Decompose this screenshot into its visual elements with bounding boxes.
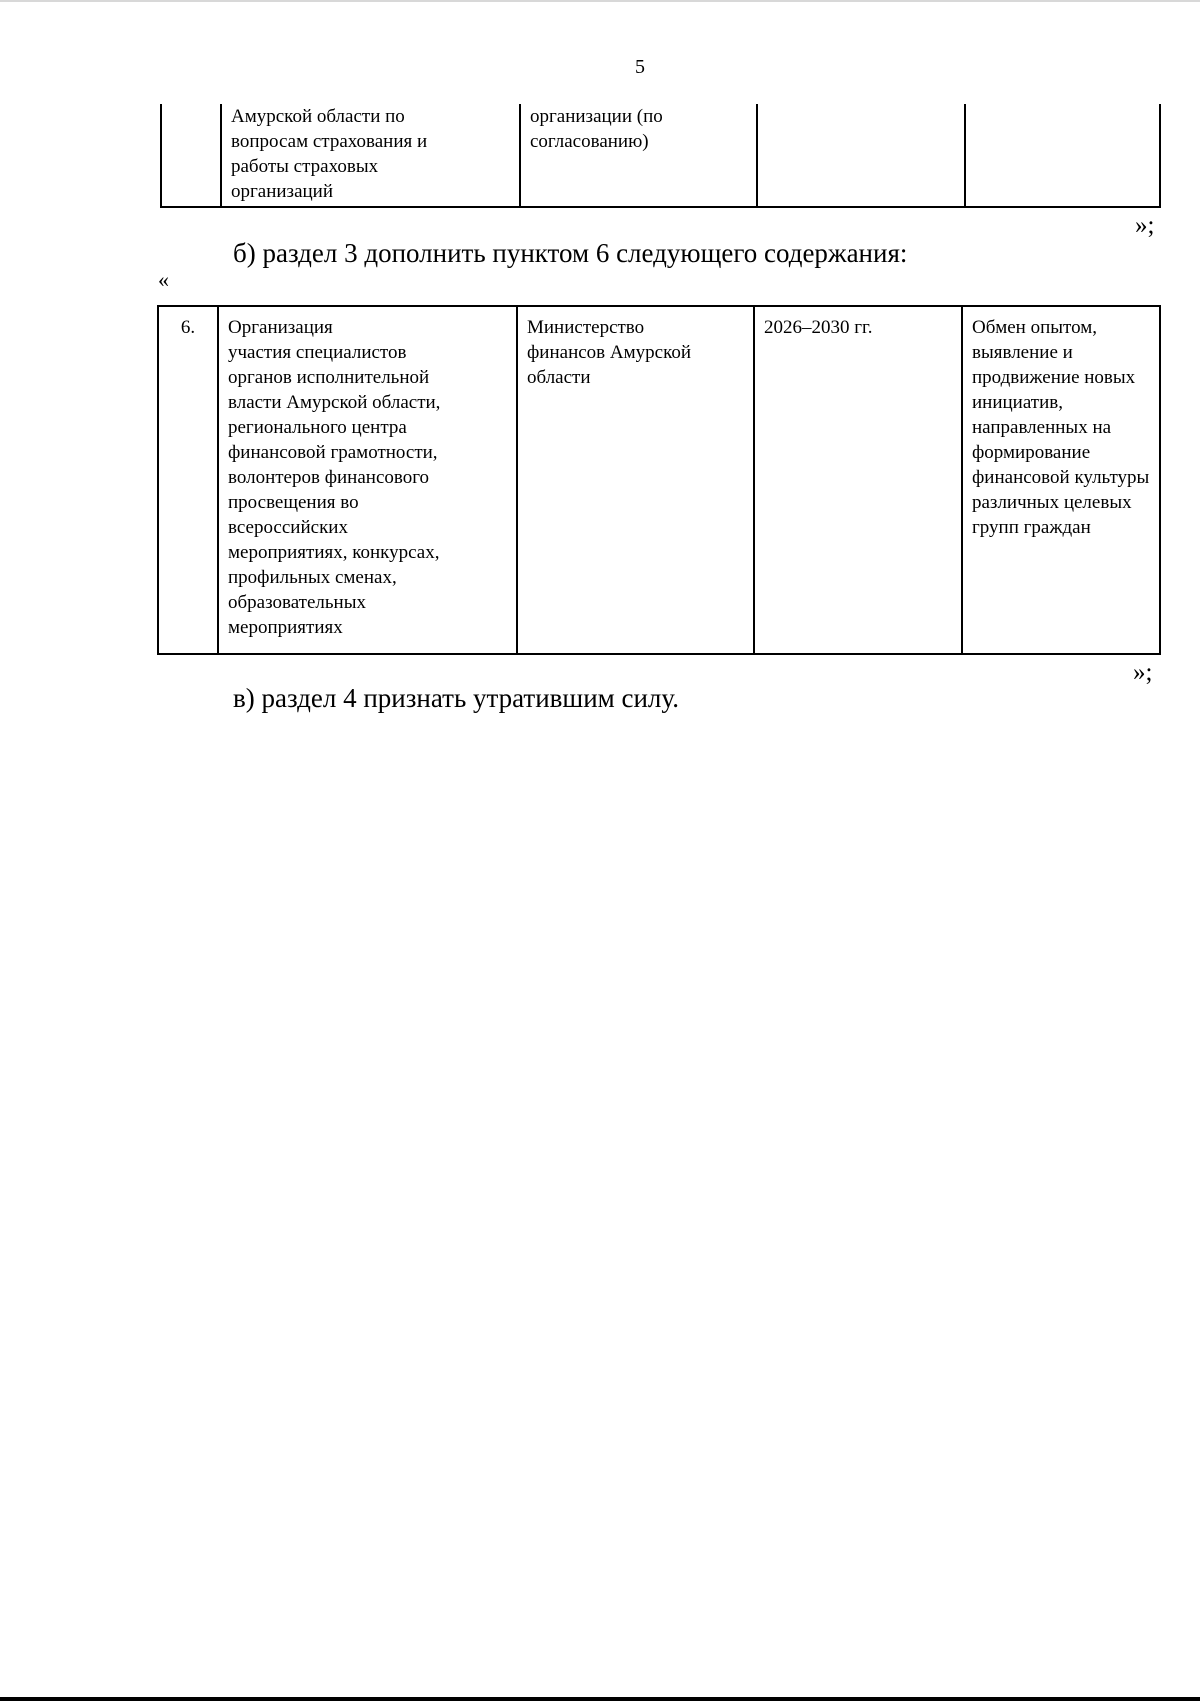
activity-line: регионального центра xyxy=(228,417,407,438)
continuation-table xyxy=(160,104,1161,208)
cell-executor xyxy=(520,104,757,207)
result-line: продвижение новых xyxy=(972,367,1136,388)
paragraph-b: б) раздел 3 дополнить пунктом 6 следующего содержания: xyxy=(233,238,908,268)
cell-result xyxy=(962,306,1160,654)
table-row xyxy=(161,104,1160,207)
cell-term xyxy=(757,104,965,207)
activity-line: волонтеров финансового xyxy=(228,467,430,488)
page-number: 5 xyxy=(635,56,645,78)
result-line: направленных на xyxy=(972,417,1112,438)
executor-line: финансов Амурской xyxy=(527,342,692,363)
scan-top-edge xyxy=(0,0,1200,2)
cell-term: 2026–2030 гг. xyxy=(754,306,962,654)
activity-line: мероприятиях xyxy=(228,617,343,638)
activity-line: профильных сменах, xyxy=(228,567,397,588)
activity-line: власти Амурской области, xyxy=(228,392,441,413)
opening-quote: « xyxy=(158,267,169,292)
activity-line: Организация xyxy=(228,317,333,338)
activity-line: Амурской области по xyxy=(231,106,405,127)
activity-line: участия специалистов xyxy=(228,342,407,363)
scan-bottom-edge xyxy=(0,1697,1200,1701)
activity-line: организаций xyxy=(231,181,334,202)
activity-line: финансовой грамотности, xyxy=(228,442,438,463)
closing-quote: »; xyxy=(1133,659,1153,686)
cell-result xyxy=(965,104,1160,207)
new-item-table xyxy=(157,305,1161,655)
executor-line: организации (по xyxy=(530,106,663,127)
cell-activity xyxy=(218,306,517,654)
result-line: различных целевых xyxy=(972,492,1132,513)
result-line: Обмен опытом, xyxy=(972,317,1097,338)
activity-line: просвещения во xyxy=(228,492,359,513)
cell-number: 6. xyxy=(158,306,218,654)
result-line: инициатив, xyxy=(972,392,1063,413)
cell-number xyxy=(161,104,221,207)
activity-line: образовательных xyxy=(228,592,366,613)
result-line: выявление и xyxy=(972,342,1073,363)
result-line: формирование xyxy=(972,442,1091,463)
result-line: финансовой культуры xyxy=(972,467,1150,488)
activity-line: органов исполнительной xyxy=(228,367,430,388)
closing-quote: »; xyxy=(1135,212,1155,239)
table-row xyxy=(158,306,1160,654)
result-line: групп граждан xyxy=(972,517,1091,538)
executor-line: области xyxy=(527,367,591,388)
executor-line: согласованию) xyxy=(530,131,649,152)
activity-line: мероприятиях, конкурсах, xyxy=(228,542,440,563)
activity-line: работы страховых xyxy=(231,156,379,177)
activity-line: вопросам страхования и xyxy=(231,131,428,152)
paragraph-v: в) раздел 4 признать утратившим силу. xyxy=(233,683,679,713)
activity-line: всероссийских xyxy=(228,517,348,538)
cell-activity xyxy=(221,104,520,207)
cell-executor xyxy=(517,306,754,654)
executor-line: Министерство xyxy=(527,317,645,338)
